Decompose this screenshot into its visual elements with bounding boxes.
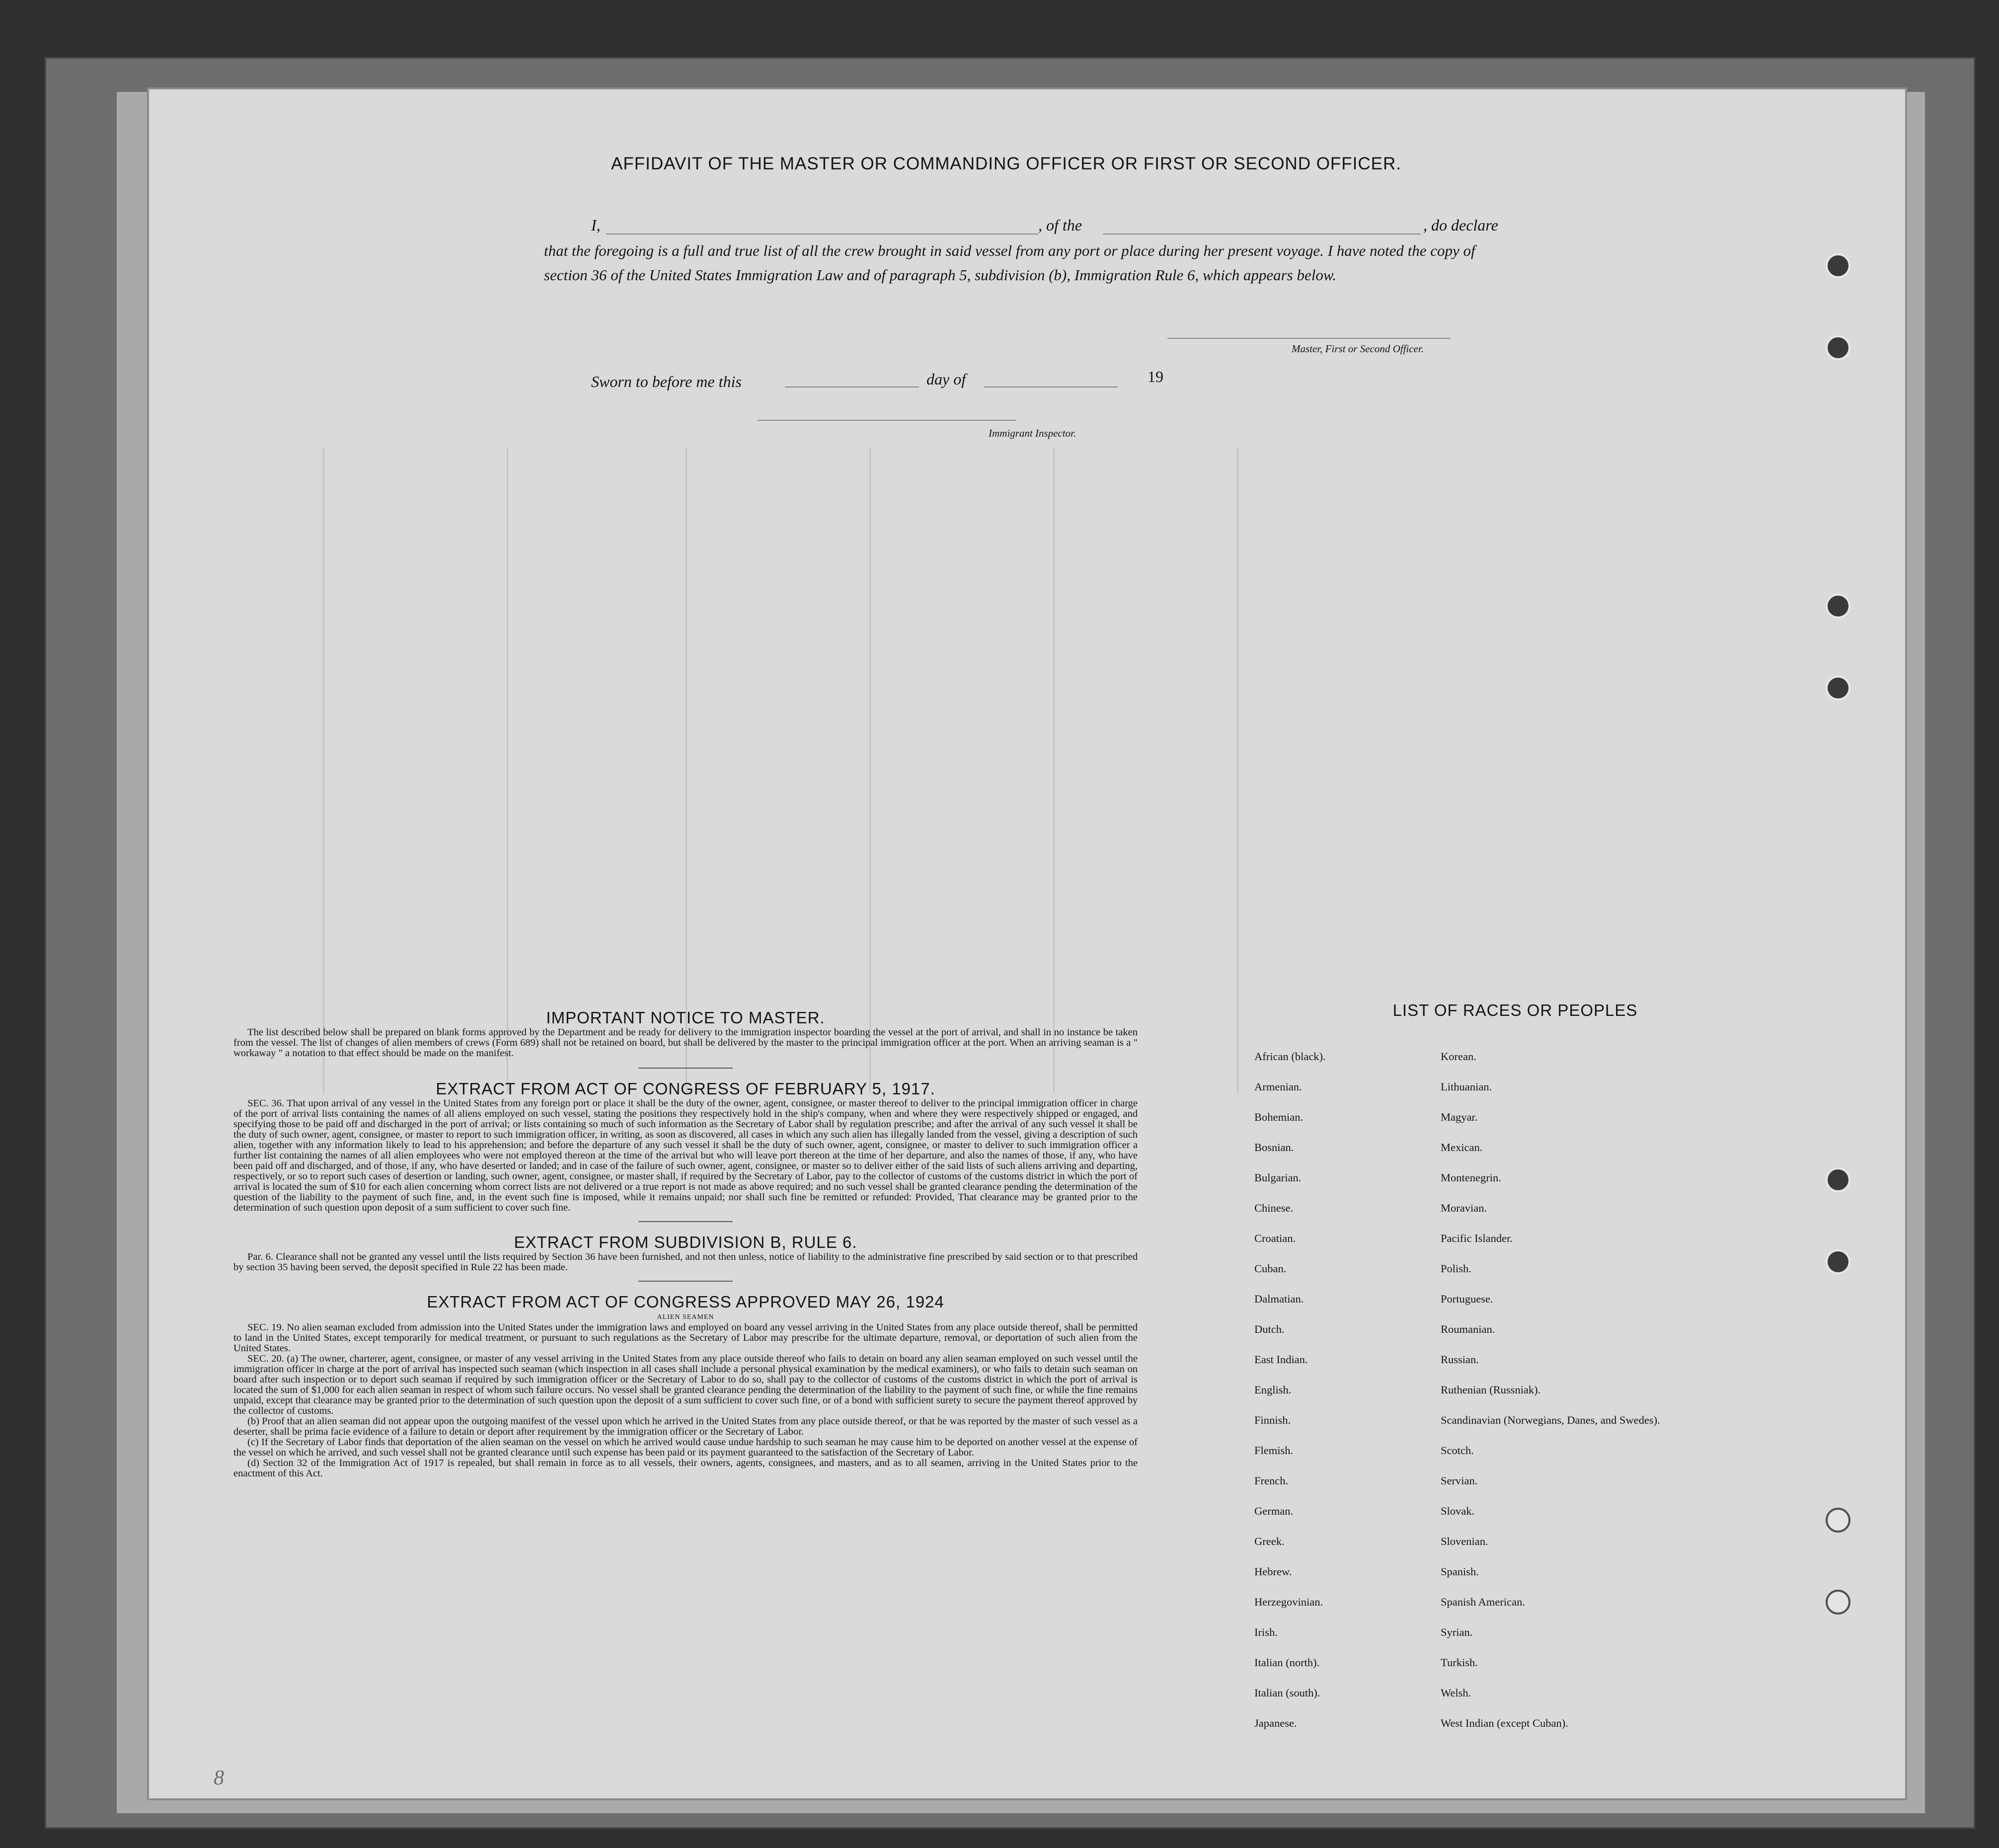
race-entry: Polish. [1441,1262,1471,1275]
section-divider [638,1221,733,1222]
sworn-day-blank[interactable] [785,386,919,387]
race-entry: Pacific Islander. [1441,1232,1513,1244]
punch-hole [1826,1167,1850,1192]
act-1924-subtitle: ALIEN SEAMEN [657,1313,714,1321]
act-1917-title: EXTRACT FROM ACT OF CONGRESS OF FEBRUARY 5, 1917. [436,1079,935,1098]
race-entry: Spanish American. [1441,1596,1525,1608]
rule-6-text: Par. 6. Clearance shall not be granted any vessel until the lists required by Section 36 have been furnished, and not then unless, notice of liability to the administrative fine prescribed by said section or to that prescribed by section 35 having been served, the deposit specified in Rule 22 has been made. [233,1251,1138,1273]
race-entry: Croatian. [1254,1232,1296,1244]
races-title: LIST OF RACES OR PEOPLES [1392,1001,1638,1019]
race-entry: English. [1254,1384,1292,1396]
race-entry: Dalmatian. [1254,1293,1304,1305]
race-entry: Cuban. [1254,1262,1287,1275]
punch-hole [1826,335,1850,360]
punch-hole [1826,1249,1850,1274]
notice-title: IMPORTANT NOTICE TO MASTER. [546,1008,825,1027]
document-page [149,89,1905,1798]
race-entry: Italian (south). [1254,1687,1320,1699]
affidavit-do-declare: , do declare [1423,216,1498,234]
race-entry: Dutch. [1254,1323,1285,1335]
race-entry: Hebrew. [1254,1565,1292,1578]
act-1917-text: SEC. 36. That upon arrival of any vessel in the United States from any foreign port or place it shall be the duty of the owner, agent, consignee, or master thereof to deliver to the principal immigration officer in charge of the port of arrival lists containing the names of all aliens employed on such vessel, stating the positions they respectively hold in the ship's company, when and where they were respectively shipped or engaged, and specifying those to be paid off and discharged in the port of arrival; or lists containing so much of such information as the Secretary of Labor shall by regulation prescribe; and after the arrival of any such vessel it shall be the duty of such owner, agent, consignee, or master to report to such immigration officer, in writing, as soon as discovered, all cases in which any such alien has illegally landed from the vessel, giving a description of such alien, together with any information likely to lead to his apprehension; and before the departure of any such vessel it shall be the duty of such owner, agent, consignee, or master to deliver to such immigration officer a further list containing the names of all alien employees who were not employed thereon at the time of the arrival but who will leave port thereon at the time of her departure, and also the names of those, if any, who have been paid off and discharged, and of those, if any, who have deserted or landed; and in case of the failure of such owner, agent, consignee, or master so to deliver either of the said lists of such aliens arriving and departing, respectively, or so to report such cases of desertion or landing, such owner, agent, consignee, or master shall, if required by the Secretary of Labor, pay to the collector of customs of the customs district in which the port of arrival is located the sum of $10 for each alien concerning whom correct lists are not delivered or a true report is not made as above required; and no such vessel shall be granted clearance pending the determination of the question of the liability to the payment of such fine, and, in the event such fine is imposed, while it remains unpaid; nor shall such fine be remitted or refunded: Provided, That clearance may be granted prior to the determination of such question upon deposit of a sum sufficient to cover such fine. [233,1098,1138,1213]
race-entry: Slovenian. [1441,1535,1488,1547]
day-of-label: day of [926,370,966,388]
race-entry: Slovak. [1441,1505,1475,1517]
bleed-through-grid [248,447,1391,1093]
race-entry: Scotch. [1441,1444,1474,1457]
year-prefix: 19 [1148,368,1163,385]
affidavit-i-label: I, [591,216,601,234]
race-entry: Flemish. [1254,1444,1294,1457]
section-divider [638,1281,733,1282]
act-1924-sec20a: SEC. 20. (a) The owner, charterer, agent, consignee, or master of any vessel arriving in the United States from any place outside thereof who fails to detain on board any alien seaman employed on such vessel until the immigration officer in charge at the port of arrival has inspected such seaman (which inspection in all cases shall include a personal physical examination by the medical examiners), or who fails to detain such seaman on board after such inspection or to deport such seaman if required by such immigration officer or the Secretary of Labor to do so, shall pay to the collector of customs of the customs district in which the port of arrival is located the sum of $1,000 for each alien seaman in respect of whom such failure occurs. No vessel shall be granted clearance pending the determination of the liability to the payment of such fine, or while the fine remains unpaid, except that clearance may be granted prior to the determination of such question upon the deposit of a sum sufficient to cover such fine, or of a bond with sufficient surety to secure the payment thereof approved by the collector of customs. [233,1353,1138,1416]
race-entry: Italian (north). [1254,1656,1320,1669]
legal-notices-column [233,1008,1138,1479]
race-entry: Servian. [1441,1474,1478,1487]
master-signature-line[interactable] [1167,338,1451,339]
act-1924-sec19: SEC. 19. No alien seaman excluded from admission into the United States under the immigration laws and employed on board any vessel arriving in the United States from any place outside thereof, shall be permitted to land in the United States, except temporarily for medical treatment, or pursuant to such regulations as the Secretary of Labor may prescribe for the ultimate departure, removal, or deportation of such alien from the United States. [233,1322,1138,1354]
races-column-1 [1254,1051,1326,1748]
master-signature-label: Master, First or Second Officer. [1292,343,1424,355]
race-entry: Lithuanian. [1441,1080,1492,1093]
act-1924-sec20d: (d) Section 32 of the Immigration Act of 1917 is repealed, but shall remain in force as to all vessels, their owners, agents, consignees, and masters, and as to all seamen, arriving in the United States prior to the enactment of this Act. [233,1458,1138,1479]
race-entry: Moravian. [1441,1202,1487,1214]
race-entry: Russian. [1441,1353,1479,1366]
race-entry: Bohemian. [1254,1111,1304,1123]
race-entry: Mexican. [1441,1141,1483,1154]
notice-text: The list described below shall be prepared on blank forms approved by the Department and be ready for delivery to the immigration inspector boarding the vessel at the port of arrival, and shall in no instance be taken from the vessel. The list of changes of alien members of crews (Form 689) shall not be retained on board, but shall be delivered by the master to the principal immigration officer at the port. When an arriving seaman is a " workaway " a notation to that effect should be made on the manifest. [233,1027,1138,1059]
race-entry: Portuguese. [1441,1293,1493,1305]
handwritten-page-mark: 8 [214,1767,224,1789]
inspector-label: Immigrant Inspector. [989,427,1076,439]
act-1924-sec20c: (c) If the Secretary of Labor finds that deportation of the alien seaman on the vessel on which he arrived would cause undue hardship to such seaman he may cause him to be deported on another vessel at the expense of the vessel on which he arrived, and such vessel shall not be granted clearance until such expense has been paid or its payment guaranteed to the satisfaction of the Secretary of Labor. [233,1437,1138,1458]
race-entry: Korean. [1441,1050,1476,1063]
race-entry: Ruthenian (Russniak). [1441,1384,1541,1396]
race-entry: Greek. [1254,1535,1285,1547]
sworn-label: Sworn to before me this [591,373,742,390]
race-entry: Scandinavian (Norwegians, Danes, and Swedes). [1441,1414,1660,1426]
race-entry: Chinese. [1254,1202,1294,1214]
punch-hole [1826,676,1850,700]
vessel-blank-line[interactable] [1103,233,1421,234]
name-blank-line[interactable] [606,233,1038,234]
affidavit-title: AFFIDAVIT OF THE MASTER OR COMMANDING OFFICER OR FIRST OR SECOND OFFICER. [611,154,1402,173]
rule-6-title: EXTRACT FROM SUBDIVISION B, RULE 6. [514,1233,857,1251]
races-column-2 [1441,1051,1660,1748]
race-entry: German. [1254,1505,1294,1517]
race-entry: West Indian (except Cuban). [1441,1717,1568,1729]
race-entry: Roumanian. [1441,1323,1495,1335]
race-entry: East Indian. [1254,1353,1308,1366]
punch-hole [1826,1508,1850,1533]
race-entry: Finnish. [1254,1414,1291,1426]
race-entry: Spanish. [1441,1565,1479,1578]
race-entry: Bosnian. [1254,1141,1294,1154]
race-entry: Irish. [1254,1626,1278,1638]
punch-hole [1826,1590,1850,1615]
affidavit-of-the: , of the [1038,216,1082,234]
race-entry: Herzegovinian. [1254,1596,1323,1608]
race-entry: Syrian. [1441,1626,1473,1638]
race-entry: French. [1254,1474,1289,1487]
section-divider [638,1068,733,1069]
act-1924-title: EXTRACT FROM ACT OF CONGRESS APPROVED MAY 26, 1924 [427,1293,944,1311]
race-entry: Magyar. [1441,1111,1478,1123]
sworn-month-blank[interactable] [984,386,1118,387]
affidavit-body: that the foregoing is a full and true list of all the crew brought in said vessel from any port or place during her present voyage. I have noted the copy of section 36 of the United States Immigration Law and of paragraph 5, subdivision (b), Immigration Rule 6, which appears below. [544,242,1475,284]
race-entry: Armenian. [1254,1080,1302,1093]
race-entry: Japanese. [1254,1717,1297,1729]
race-entry: Bulgarian. [1254,1171,1302,1184]
act-1924-sec20b: (b) Proof that an alien seaman did not appear upon the outgoing manifest of the vessel upon which he arrived in the United States from any place outside thereof, or that he was reported by the master of such vessel as a deserter, shall be prima facie evidence of a failure to detain or deport after requirement by the immigration officer or the Secretary of Labor. [233,1416,1138,1437]
race-entry: Montenegrin. [1441,1171,1501,1184]
punch-hole [1826,594,1850,618]
punch-hole [1826,253,1850,278]
inspector-signature-line[interactable] [758,420,1016,421]
race-entry: African (black). [1254,1050,1326,1063]
race-entry: Welsh. [1441,1687,1471,1699]
race-entry: Turkish. [1441,1656,1478,1669]
